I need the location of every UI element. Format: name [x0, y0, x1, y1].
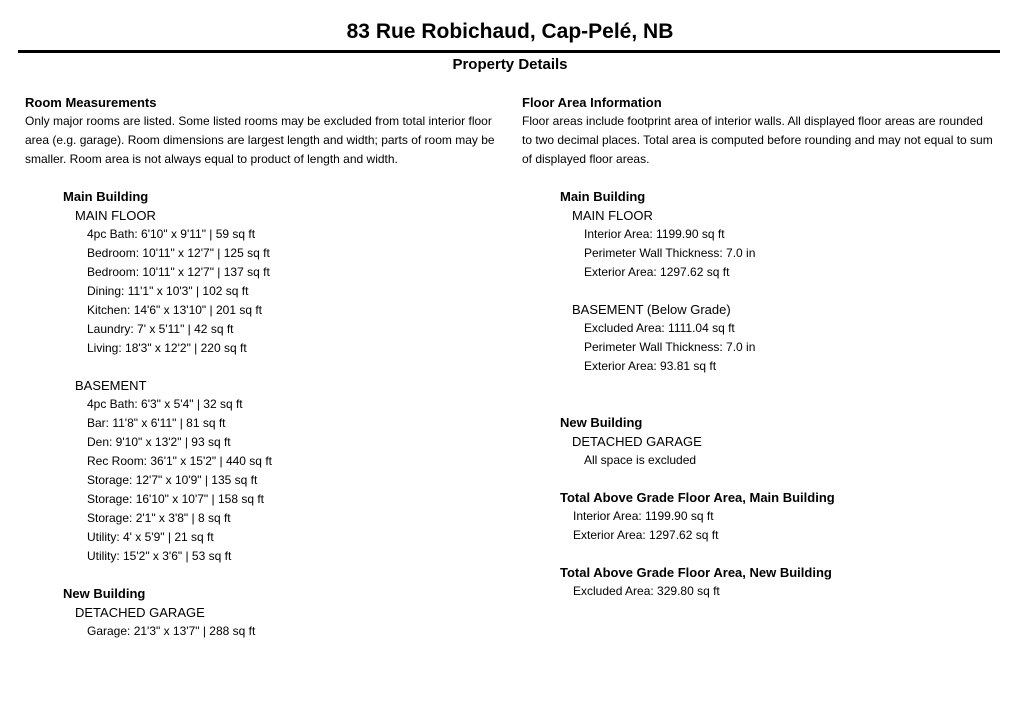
building-heading-main: Main Building — [560, 189, 646, 204]
room-item: Rec Room: 36'1" x 15'2" | 440 sq ft — [87, 454, 272, 468]
room-item: Storage: 12'7" x 10'9" | 135 sq ft — [87, 473, 258, 487]
area-detail: Exterior Area: 1297.62 sq ft — [584, 265, 730, 279]
report-body — [0, 93, 1020, 641]
room-measurements-heading: Room Measurements — [25, 95, 157, 110]
building-heading-main: Main Building — [63, 189, 149, 204]
total-heading-new-building: Total Above Grade Floor Area, New Building — [560, 565, 832, 580]
floor-heading-detached-garage: DETACHED GARAGE — [572, 434, 702, 449]
floor-heading-detached-garage: DETACHED GARAGE — [75, 605, 205, 620]
floor-heading-main-floor: MAIN FLOOR — [75, 208, 156, 223]
room-item: Den: 9'10" x 13'2" | 93 sq ft — [87, 435, 231, 449]
floor-area-section — [522, 93, 995, 641]
room-item: 4pc Bath: 6'3" x 5'4" | 32 sq ft — [87, 397, 243, 411]
room-item: Bedroom: 10'11" x 12'7" | 125 sq ft — [87, 246, 270, 260]
room-item: Bedroom: 10'11" x 12'7" | 137 sq ft — [87, 265, 270, 279]
total-detail: Interior Area: 1199.90 sq ft — [573, 509, 714, 523]
area-detail: Exterior Area: 93.81 sq ft — [584, 359, 717, 373]
room-item: Utility: 4' x 5'9" | 21 sq ft — [87, 530, 214, 544]
building-heading-new: New Building — [560, 415, 643, 430]
report-header — [0, 0, 1020, 74]
room-item: Utility: 15'2" x 3'6" | 53 sq ft — [87, 549, 232, 563]
page-title: 83 Rue Robichaud, Cap-Pelé, NB — [346, 20, 674, 43]
area-detail: Excluded Area: 1111.04 sq ft — [584, 321, 735, 335]
area-detail: Perimeter Wall Thickness: 7.0 in — [584, 246, 756, 260]
room-item: Laundry: 7' x 5'11" | 42 sq ft — [87, 322, 234, 336]
room-item: Storage: 2'1" x 3'8" | 8 sq ft — [87, 511, 231, 525]
header-divider — [18, 50, 1000, 53]
area-detail: Perimeter Wall Thickness: 7.0 in — [584, 340, 756, 354]
room-item: Storage: 16'10" x 10'7" | 158 sq ft — [87, 492, 264, 506]
room-measurements-section — [25, 93, 498, 641]
floor-heading-basement: BASEMENT — [75, 378, 147, 393]
room-item: Bar: 11'8" x 6'11" | 81 sq ft — [87, 416, 226, 430]
floor-heading-basement: BASEMENT (Below Grade) — [572, 302, 731, 317]
room-measurements-description: Only major rooms are listed. Some listed rooms may be excluded from total interior floor area (e.g. garage). Room dimensions are largest length and width; parts of room may be smaller. Room area is not always equal to product of length and width. — [25, 114, 495, 166]
floor-heading-main-floor: MAIN FLOOR — [572, 208, 653, 223]
floor-area-description: Floor areas include footprint area of interior walls. All displayed floor areas are rounded to two decimal places. Total area is computed before rounding and may not equal to sum of displayed floor areas. — [522, 114, 993, 166]
building-heading-new: New Building — [63, 586, 146, 601]
room-item: Living: 18'3" x 12'2" | 220 sq ft — [87, 341, 247, 355]
area-detail: Interior Area: 1199.90 sq ft — [584, 227, 725, 241]
page-subtitle: Property Details — [452, 56, 568, 73]
total-detail: Exterior Area: 1297.62 sq ft — [573, 528, 719, 542]
total-detail: Excluded Area: 329.80 sq ft — [573, 584, 720, 598]
total-heading-main-building: Total Above Grade Floor Area, Main Building — [560, 490, 835, 505]
room-item: Garage: 21'3" x 13'7" | 288 sq ft — [87, 624, 256, 638]
floor-area-heading: Floor Area Information — [522, 95, 662, 110]
room-item: 4pc Bath: 6'10" x 9'11" | 59 sq ft — [87, 227, 256, 241]
area-detail: All space is excluded — [584, 453, 697, 467]
room-item: Kitchen: 14'6" x 13'10" | 201 sq ft — [87, 303, 262, 317]
room-item: Dining: 11'1" x 10'3" | 102 sq ft — [87, 284, 249, 298]
